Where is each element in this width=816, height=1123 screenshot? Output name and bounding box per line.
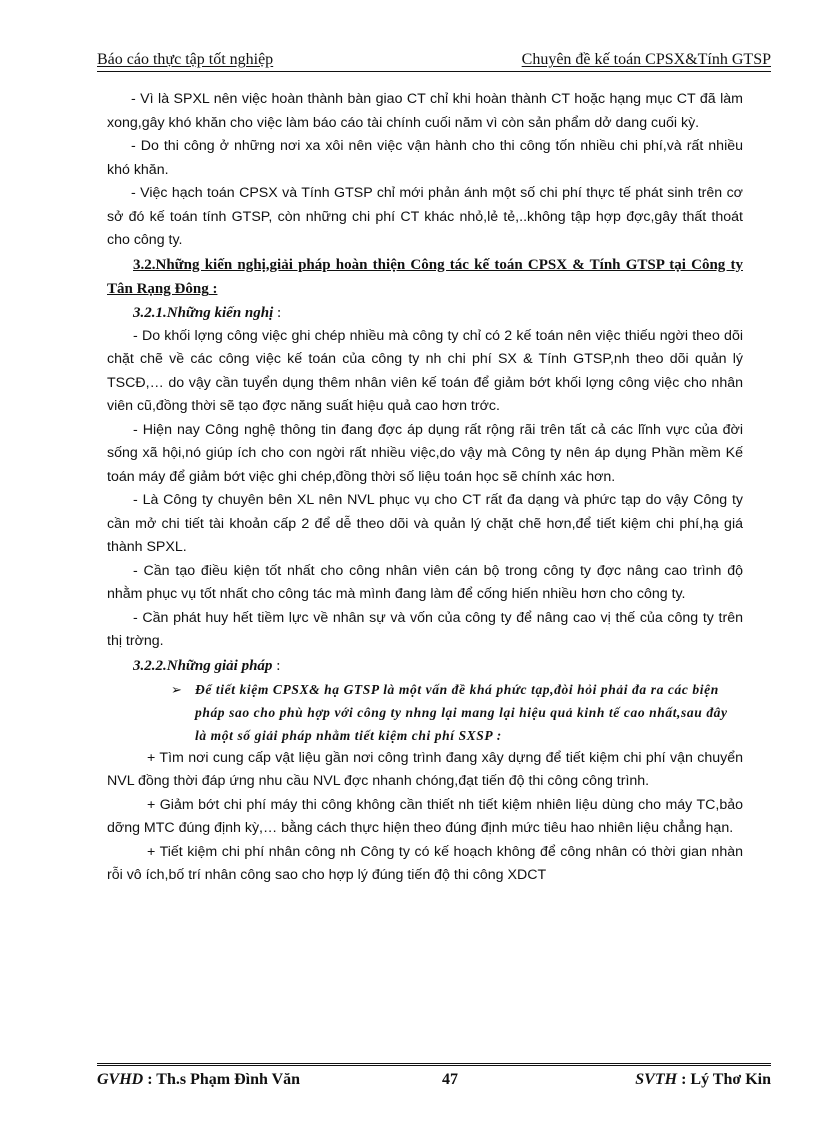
recommendation-item: - Do khối lợng công việc ghi chép nhiều mà công ty chỉ có 2 kế toán nên việc thiếu ngời theo dõi chặt chẽ về các công việc kế toán của công ty nh chi phí SX & Tính GTSP,nh theo dõi quản lý TSCĐ,… do vậy cần tuyển dụng thêm nhân viên kế toán để giảm bớt khối lợng công việc cho nhân viên cũ,đồng thời sẽ tạo đợc năng suất hiệu quả cao hơn trớc. xyxy=(107,327,743,414)
recommendation-item: - Cần tạo điều kiện tốt nhất cho công nhân viên cán bộ trong công ty đợc nâng cao trình độ nhằm phục vụ tốt nhất cho công tác mà mình đang làm để cống hiến nhiều hơn cho công ty. xyxy=(107,562,743,602)
paragraph: - Vì là SPXL nên việc hoàn thành bàn giao CT chỉ khi hoàn thành CT hoặc hạng mục CT đã làm xong,gây khó khăn cho việc làm báo cáo tài chính cuối năm vì còn sản phẩm dở dang cuối kỳ. xyxy=(107,91,743,131)
document-body xyxy=(107,88,743,888)
page-number: 47 xyxy=(442,1071,458,1088)
header-report-title: Báo cáo thực tập tốt nghiệp xyxy=(97,51,274,68)
header-topic-title: Chuyên đề kế toán CPSX&Tính GTSP xyxy=(521,51,771,68)
footer-supervisor: GVHD : Th.s Phạm Đình Văn xyxy=(97,1071,301,1088)
bullet-text: Để tiết kiệm CPSX& hạ GTSP là một vấn đề khá phức tạp,đòi hỏi phải đa ra các biện pháp sao cho phù hợp với công ty nhng lại mang lại hiệu quả kinh tế cao nhất,sau đây là một số giải pháp nhằm tiết kiệm chi phí SXSP : xyxy=(195,681,728,743)
solution-item: + Tìm nơi cung cấp vật liệu gần nơi công trình đang xây dựng để tiết kiệm chi phí vận chuyển NVL đồng thời đáp ứng nhu cầu NVL đợc nhanh chóng,đạt tiến độ thi công công trình. xyxy=(107,749,743,789)
footer-divider xyxy=(97,1063,771,1068)
subsection-heading-recommendations: 3.2.1.Những kiến nghị : xyxy=(133,304,282,321)
paragraph: - Việc hạch toán CPSX và Tính GTSP chỉ mới phản ánh một số chi phí thực tế phát sinh trên cơ sở đó kế toán tính GTSP, còn những chi phí CT khác nhỏ,lẻ tẻ,..không tập hợp đợc,gây thất thoát cho công ty. xyxy=(107,185,743,248)
solution-item: + Tiết kiệm chi phí nhân công nh Công ty có kế hoạch không để công nhân có thời gian nhàn rỗi vô ích,bố trí nhân công sao cho hợp lý đúng tiến độ thi công XDCT xyxy=(107,843,743,883)
arrow-bullet-icon: ➢ xyxy=(171,681,182,697)
subsection-heading-solutions: 3.2.2.Những giải pháp : xyxy=(133,657,281,674)
bullet-item xyxy=(171,678,743,747)
paragraph: - Do thi công ở những nơi xa xôi nên việc vận hành cho thi công tốn nhiều chi phí,và rất nhiều khó khăn. xyxy=(107,138,743,178)
page-header xyxy=(97,47,771,69)
recommendation-item: - Cần phát huy hết tiềm lực về nhân sự và vốn của công ty để nâng cao vị thế của công ty trên thị trờng. xyxy=(107,609,743,649)
section-heading: 3.2.Những kiến nghị,giải pháp hoàn thiện Công tác kế toán CPSX & Tính GTSP tại Công ty Tân Rạng Đông : xyxy=(107,256,743,297)
recommendation-item: - Là Công ty chuyên bên XL nên NVL phục vụ cho CT rất đa dạng và phức tạp do vậy Công ty cần mở chi tiết tài khoản cấp 2 để dễ theo dõi và quản lý chặt chẽ hơn,để tiết kiệm chi phí,hạ giá thành SPXL. xyxy=(107,492,743,555)
recommendation-item: - Hiện nay Công nghệ thông tin đang đợc áp dụng rất rộng rãi trên tất cả các lĩnh vực của đời sống xã hội,nó giúp ích cho con ngời rất nhiều việc,do vậy mà Công ty nên áp dụng Phần mềm Kế toán máy để giảm bớt việc ghi chép,đồng thời số liệu toán học sẽ chính xác hơn. xyxy=(107,421,743,485)
solution-item: + Giảm bớt chi phí máy thi công không cần thiết nh tiết kiệm nhiên liệu dùng cho máy TC,bảo dỡng MTC đúng định kỳ,… bằng cách thực hiện theo đúng định mức tiêu hao nhiên liệu chẳng hạn. xyxy=(107,796,743,836)
header-divider xyxy=(97,71,771,72)
footer-student: SVTH : Lý Thơ Kin xyxy=(635,1071,771,1088)
